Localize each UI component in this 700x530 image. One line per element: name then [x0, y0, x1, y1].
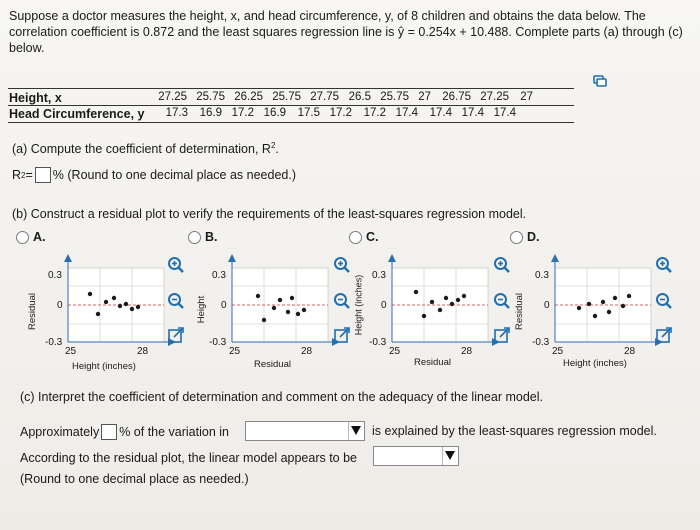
option-c[interactable]	[349, 230, 379, 244]
residual-plot-b	[192, 254, 342, 378]
plot-c-ytick-zero: 0	[381, 300, 387, 311]
option-c-radio[interactable]	[349, 231, 362, 244]
height-cell: 27.25	[480, 91, 509, 103]
zoom-in-icon[interactable]	[493, 256, 511, 274]
option-a[interactable]	[16, 230, 46, 244]
round-note: (Round to one decimal place as needed.)	[20, 472, 249, 486]
approx-label: Approximately	[20, 425, 100, 439]
chevron-down-icon	[445, 451, 455, 460]
height-cell: 27	[520, 91, 533, 103]
zoom-out-icon[interactable]	[493, 292, 511, 310]
r2-answer-input[interactable]	[35, 167, 51, 183]
plot-d-ytick-top: 0.3	[535, 270, 549, 281]
problem-intro: Suppose a doctor measures the height, x, and head circumference, y, of 8 children and obtains the data below. The correlation coefficient is 0.872 and the least squares regression line is ŷ = 0.254x + 10.488. Complete parts (a) through (c) below.	[9, 9, 683, 55]
height-cell: 27.25	[158, 91, 187, 103]
plot-b-ytick-bottom: -0.3	[209, 337, 227, 348]
plot-a-ytick-bottom: -0.3	[45, 337, 63, 348]
plot-b-ytick-top: 0.3	[212, 270, 226, 281]
residual-sentence: According to the residual plot, the linear model appears to be	[20, 451, 358, 465]
option-b-radio[interactable]	[188, 231, 201, 244]
plot-c-ytick-bottom: -0.3	[369, 337, 387, 348]
explained-text: is explained by the least-squares regression model.	[372, 424, 657, 438]
part-a-heading-text: (a) Compute the coefficient of determination, R	[12, 142, 271, 157]
height-cell: 26.25	[234, 91, 263, 103]
plot-d-ytick-bottom: -0.3	[532, 337, 550, 348]
plot-a-xtick-right: 28	[137, 346, 149, 357]
plot-d-xtick-right: 28	[624, 346, 636, 357]
head-cell: 17.4	[429, 107, 452, 119]
plot-d-ytick-zero: 0	[544, 300, 550, 311]
adequacy-dropdown[interactable]	[373, 446, 459, 466]
plot-b-xlabel: Residual	[254, 359, 291, 370]
popout-icon[interactable]	[655, 326, 673, 344]
part-a-heading	[12, 141, 279, 156]
head-cell: 17.5	[297, 107, 320, 119]
head-cell: 17.4	[493, 107, 516, 119]
part-a-heading-end: .	[275, 142, 279, 157]
part-a-heading-sup: 2	[270, 141, 276, 150]
adequacy-dropdown-toggle[interactable]	[442, 447, 458, 465]
variable-dropdown-toggle[interactable]	[348, 422, 364, 440]
reference-icon[interactable]	[593, 75, 607, 87]
plot-c-ylabel: Height (inches)	[353, 274, 364, 336]
height-values-row	[153, 91, 533, 103]
part-b-heading: (b) Construct a residual plot to verify the requirements of the least-squares regression model.	[12, 207, 527, 221]
plot-b-xtick-left: 25	[229, 346, 241, 357]
zoom-in-icon[interactable]	[167, 256, 185, 274]
zoom-out-icon[interactable]	[333, 292, 351, 310]
table-bottom-rule	[8, 122, 574, 123]
head-cell: 16.9	[263, 107, 286, 119]
option-b-label: B.	[205, 230, 218, 244]
height-cell: 25.75	[196, 91, 225, 103]
r2-answer-row	[12, 167, 296, 183]
table-top-rule	[8, 88, 574, 89]
height-row-label: Height, x	[9, 91, 62, 105]
head-cell: 16.9	[199, 107, 222, 119]
height-cell: 26.75	[442, 91, 471, 103]
variable-dropdown[interactable]	[245, 421, 365, 441]
plot-a-xtick-left: 25	[65, 346, 77, 357]
zoom-in-icon[interactable]	[655, 256, 673, 274]
plot-d-xtick-left: 25	[552, 346, 564, 357]
option-c-label: C.	[366, 230, 379, 244]
height-cell: 25.75	[380, 91, 409, 103]
head-row-label: Head Circumference, y	[9, 107, 145, 121]
part-c-heading: (c) Interpret the coefficient of determination and comment on the adequacy of the linear model.	[20, 390, 543, 404]
plot-b-ytick-zero: 0	[221, 300, 227, 311]
plot-c-xlabel: Residual	[414, 357, 451, 368]
height-cell: 27.75	[310, 91, 339, 103]
option-d-radio[interactable]	[510, 231, 523, 244]
residual-plot-c	[352, 254, 502, 378]
r2-label: R	[12, 168, 22, 182]
residual-plot-a	[28, 254, 178, 378]
plot-c-xtick-right: 28	[461, 346, 473, 357]
plot-d-ylabel: Residual	[513, 293, 525, 330]
zoom-out-icon[interactable]	[655, 292, 673, 310]
residual-plot-d	[515, 254, 665, 378]
option-d[interactable]	[510, 230, 540, 244]
head-cell: 17.2	[231, 107, 254, 119]
plot-d-xlabel: Height (inches)	[563, 358, 627, 369]
head-cell: 17.3	[165, 107, 188, 119]
height-cell: 27	[418, 91, 431, 103]
plot-a-xlabel: Height (inches)	[72, 361, 136, 372]
head-cell: 17.4	[395, 107, 418, 119]
table-mid-rule	[8, 105, 574, 106]
option-d-label: D.	[527, 230, 540, 244]
chevron-down-icon	[351, 426, 361, 435]
height-cell: 25.75	[272, 91, 301, 103]
option-a-label: A.	[33, 230, 46, 244]
plot-c-xtick-left: 25	[389, 346, 401, 357]
variation-sentence	[20, 424, 229, 440]
popout-icon[interactable]	[333, 326, 351, 344]
plot-b-ylabel: Height	[196, 295, 208, 324]
zoom-out-icon[interactable]	[167, 292, 185, 310]
popout-icon[interactable]	[493, 326, 511, 344]
plot-c-ytick-top: 0.3	[372, 270, 386, 281]
r2-suffix: % (Round to one decimal place as needed.)	[52, 168, 297, 182]
plot-a-ytick-top: 0.3	[48, 270, 62, 281]
zoom-in-icon[interactable]	[333, 256, 351, 274]
plot-b-xtick-right: 28	[301, 346, 313, 357]
head-cell: 17.4	[461, 107, 484, 119]
plot-a-ytick-zero: 0	[57, 300, 63, 311]
head-cell: 17.2	[363, 107, 386, 119]
variation-text: % of the variation in	[119, 425, 229, 439]
head-values-row	[160, 107, 516, 119]
option-b[interactable]	[188, 230, 218, 244]
plot-a-ylabel: Residual	[26, 293, 38, 330]
head-cell: 17.2	[329, 107, 352, 119]
height-cell: 26.5	[348, 91, 371, 103]
popout-icon[interactable]	[167, 326, 185, 344]
r2-eq: =	[25, 168, 33, 182]
option-a-radio[interactable]	[16, 231, 29, 244]
r2-sup: 2	[21, 170, 26, 180]
variation-percent-input[interactable]	[101, 424, 117, 440]
